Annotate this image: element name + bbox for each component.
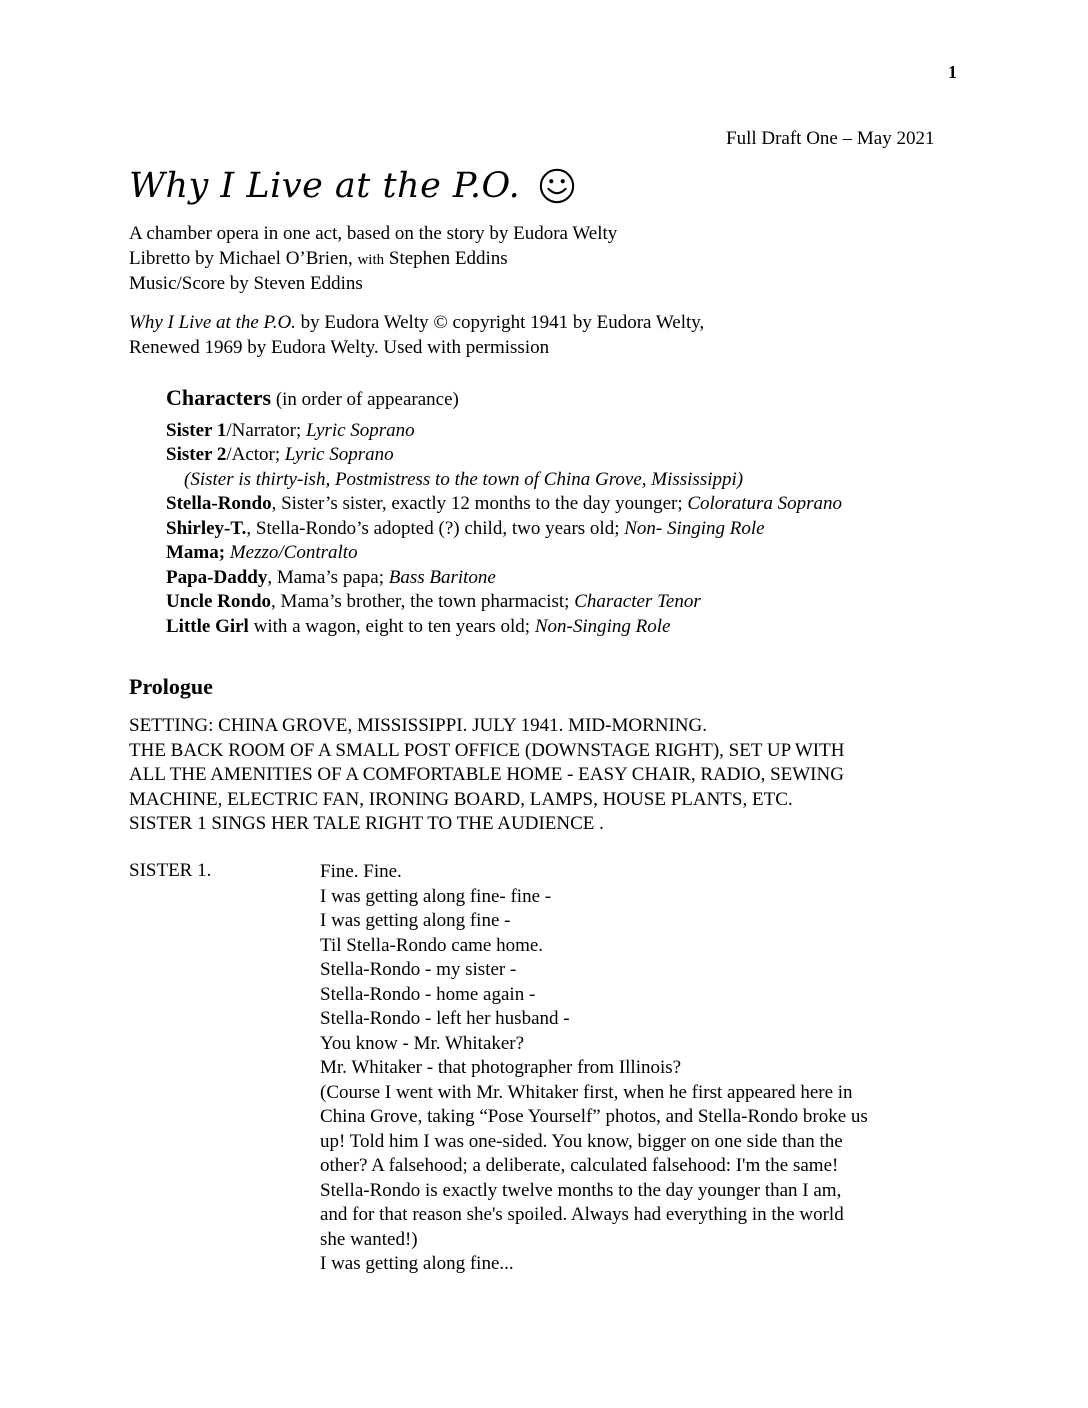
character-desc: /Narrator;	[226, 419, 306, 441]
character-voice: (Sister is thirty-ish, Postmistress to the town of China Grove, Mississippi)	[184, 468, 744, 490]
setting-line: MACHINE, ELECTRIC FAN, IRONING BOARD, LAMPS, HOUSE PLANTS, ETC.	[129, 788, 793, 810]
character-voice: Non-Singing Role	[534, 615, 671, 637]
lyric-lines	[320, 860, 960, 1277]
prologue-heading: Prologue	[129, 674, 213, 699]
characters-heading	[166, 386, 842, 413]
speaker-name: SISTER 1.	[129, 860, 212, 881]
character-desc: /Actor;	[226, 444, 285, 465]
smiley-icon	[538, 167, 576, 205]
character-desc: , Sister’s sister, exactly 12 months to the day younger;	[271, 493, 688, 514]
copyright-block	[129, 311, 704, 360]
lyric-line: Stella-Rondo - home again -	[320, 983, 536, 1005]
characters-title: Characters	[166, 385, 272, 410]
with-word: with	[357, 251, 385, 268]
character-name: Mama;	[166, 542, 226, 563]
lyric-line: Mr. Whitaker - that photographer from Illinois?	[320, 1057, 682, 1078]
character-row	[166, 615, 842, 640]
lyric-line: and for that reason she's spoiled. Always had everything in the world	[320, 1204, 844, 1225]
subtitle-line: Music/Score by Steven Eddins	[129, 273, 363, 294]
character-desc: , Stella-Rondo’s adopted (?) child, two years old;	[246, 517, 625, 539]
character-row	[166, 517, 842, 542]
character-voice: Non- Singing Role	[624, 517, 765, 539]
character-name: Stella-Rondo	[166, 493, 272, 514]
character-name: Sister 2	[166, 444, 227, 465]
lyric-line: she wanted!)	[320, 1228, 418, 1250]
setting-line: THE BACK ROOM OF A SMALL POST OFFICE (DOWNSTAGE RIGHT), SET UP WITH	[129, 739, 845, 761]
lyric-line: other? A falsehood; a deliberate, calculated falsehood: I'm the same!	[320, 1155, 839, 1176]
character-name: Sister 1	[166, 419, 227, 441]
character-voice: Lyric Soprano	[284, 444, 394, 465]
characters-note: (in order of appearance)	[271, 389, 459, 410]
lyric-line: Stella-Rondo - my sister -	[320, 959, 517, 980]
lyric-line: You know - Mr. Whitaker?	[320, 1032, 525, 1054]
character-row	[166, 590, 842, 615]
lyric-line: I was getting along fine...	[320, 1253, 514, 1274]
libretto-credit: Libretto by Michael O’Brien,	[129, 247, 358, 269]
character-row	[166, 541, 842, 566]
character-row	[166, 419, 842, 444]
lyric-line: Til Stella-Rondo came home.	[320, 934, 544, 956]
copyright-line: Renewed 1969 by Eudora Welty. Used with permission	[129, 336, 550, 358]
character-row	[166, 443, 842, 468]
subtitle-block	[129, 222, 617, 297]
page-number: 1	[948, 62, 957, 82]
title-row	[129, 166, 576, 206]
lyric-line: I was getting along fine -	[320, 910, 511, 931]
lyric-line: Fine. Fine.	[320, 861, 402, 882]
characters-section	[166, 386, 842, 639]
copyright-line	[129, 311, 704, 336]
character-desc: , Mama’s papa;	[267, 566, 389, 588]
page-title: Why I Live at the P.O.	[129, 166, 521, 206]
character-row	[166, 566, 842, 591]
setting-line: ALL THE AMENITIES OF A COMFORTABLE HOME - EASY CHAIR, RADIO, SEWING	[129, 764, 844, 785]
setting-line: SISTER 1 SINGS HER TALE RIGHT TO THE AUDIENCE .	[129, 813, 604, 834]
subtitle-line	[129, 247, 617, 273]
character-list	[166, 419, 842, 640]
character-name: Little Girl	[166, 615, 249, 637]
lyric-line: Stella-Rondo - left her husband -	[320, 1008, 570, 1029]
character-name: Papa-Daddy	[166, 566, 268, 588]
character-voice: Lyric Soprano	[306, 419, 415, 441]
copyright-text: by Eudora Welty © copyright 1941 by Eudora Welty,	[295, 312, 705, 333]
character-voice: Coloratura Soprano	[687, 493, 843, 514]
lyric-line: Stella-Rondo is exactly twelve months to the day younger than I am,	[320, 1179, 842, 1201]
character-desc: , Mama’s brother, the town pharmacist;	[271, 591, 575, 612]
libretto-credit-name: Stephen Eddins	[384, 247, 508, 269]
work-title: Why I Live at the P.O.	[129, 312, 296, 333]
setting-line: SETTING: CHINA GROVE, MISSISSIPPI. JULY 1941. MID-MORNING.	[129, 715, 707, 736]
character-voice: Character Tenor	[574, 591, 701, 612]
character-voice: Bass Baritone	[388, 566, 496, 588]
character-voice: Mezzo/Contralto	[229, 542, 358, 563]
character-name: Shirley-T.	[166, 517, 247, 539]
character-name: Uncle Rondo	[166, 591, 272, 612]
lyric-line: (Course I went with Mr. Whitaker first, when he first appeared here in	[320, 1081, 853, 1103]
setting-block	[129, 714, 844, 837]
lyric-line: China Grove, taking “Pose Yourself” photos, and Stella-Rondo broke us	[320, 1106, 868, 1127]
lyric-line: up! Told him I was one-sided. You know, bigger on one side than the	[320, 1130, 843, 1152]
subtitle-line: A chamber opera in one act, based on the story by Eudora Welty	[129, 223, 618, 244]
lyric-line: I was getting along fine- fine -	[320, 885, 552, 907]
character-row	[166, 468, 842, 493]
draft-label: Full Draft One – May 2021	[726, 128, 935, 149]
character-desc: with a wagon, eight to ten years old;	[248, 615, 535, 637]
character-row	[166, 492, 842, 517]
